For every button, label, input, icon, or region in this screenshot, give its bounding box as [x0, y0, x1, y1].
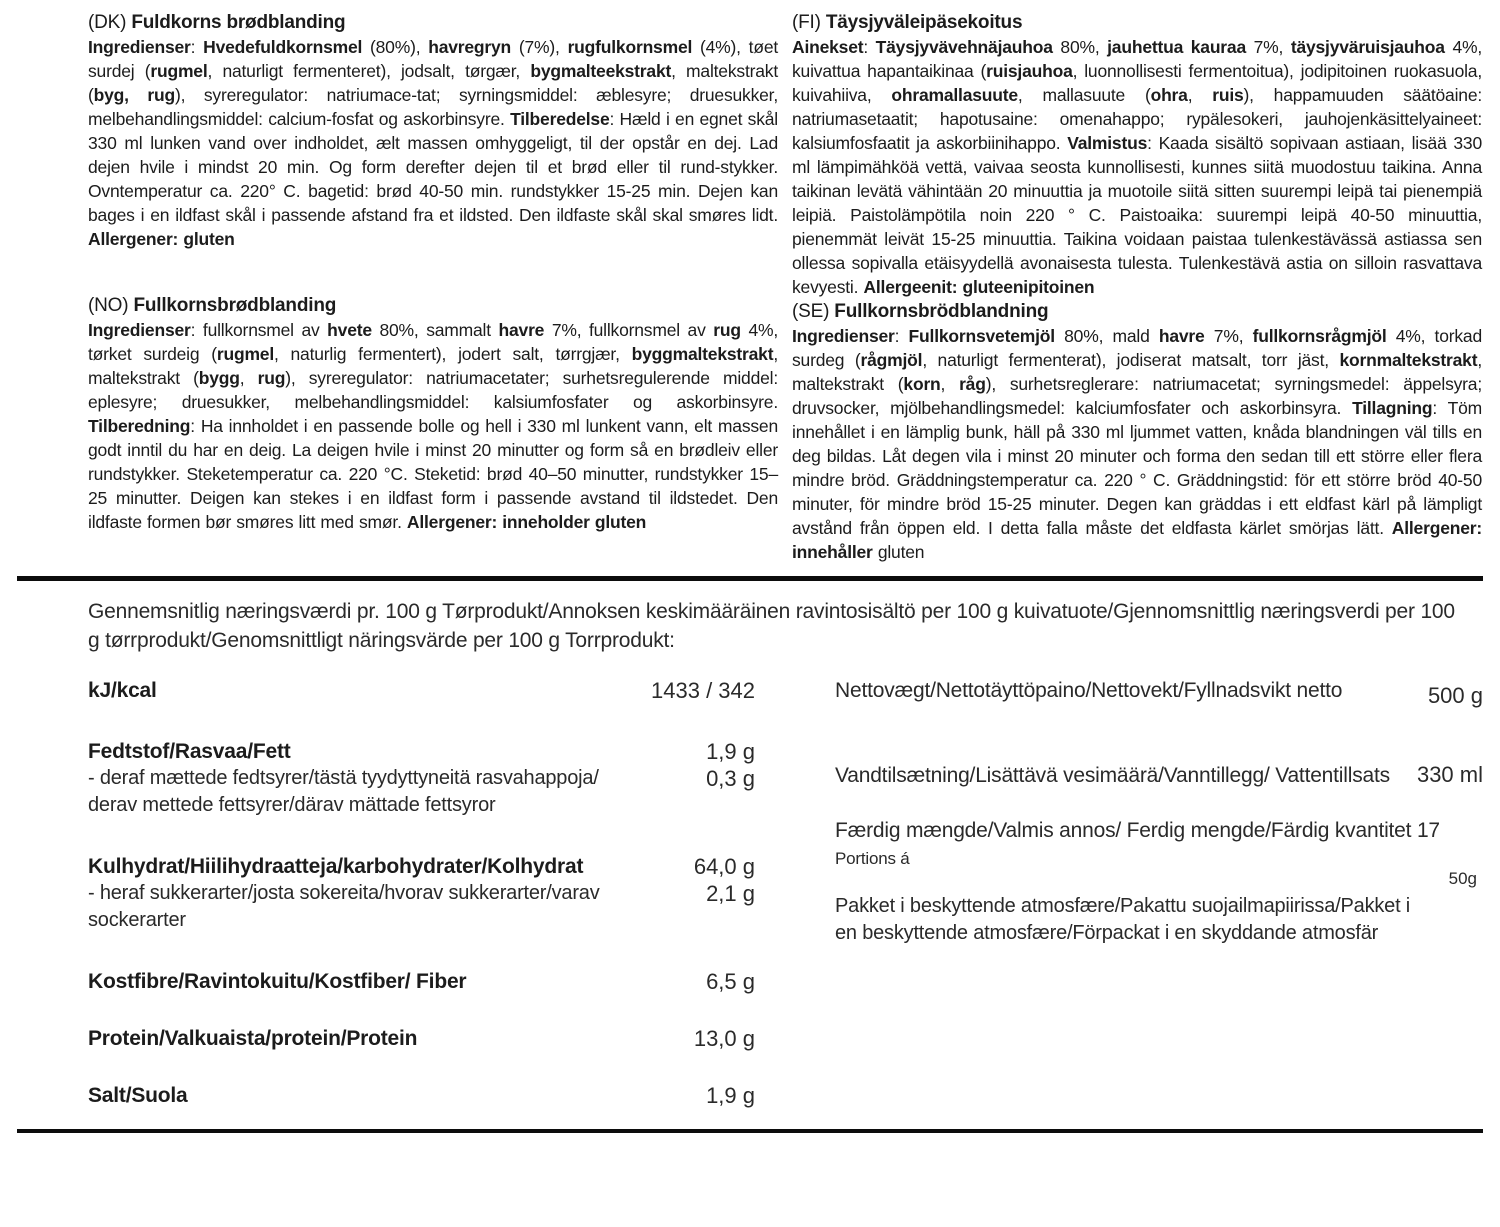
section-dk-body: Ingredienser: Hvedefuldkornsmel (80%), havregryn (7%), rugfulkornsmel (4%), tøet surdej (rugmel, naturligt fermenteret), jodsalt, tørgær, bygmalteekstrakt, maltekstrakt (byg, rug), syreregulator: natriumace-tat; syrningsmiddel: æblesyre; druesukker, melbehandlingsmiddel: calcium-fosfat og askorbinsyre. Tilberedelse: Hæld i en egnet skål 330 ml lunken vand over indholdet, ælt massen omhyggeligt, til der opstår en dej. Lad dejen hvile i mindst 20 min. Og form derefter dejen til et brød eller til rund-stykker. Ovntemperatur ca. 220° C. bagetid: brød 40-50 min. rundstykker 15-25 min. Dejen kan bages i en ildfast skål i passende afstand fra et ildsted. Den ildfaste skål skal smøres lidt. Allergener: gluten: [88, 37, 779, 249]
quantity-per-portion: 50g: [1448, 869, 1477, 888]
nutrition-table: [88, 677, 755, 1109]
table-row: [88, 677, 755, 704]
water-row: [835, 762, 1483, 789]
pack-info: [835, 677, 1483, 1109]
product-name-se: Fullkornsbrödblandning: [834, 301, 1049, 322]
quantity-count: 17: [1416, 819, 1440, 842]
nutrient-label: Salt/Suola: [88, 1084, 188, 1107]
water-value: 330 ml: [1416, 762, 1483, 787]
net-weight-value: 500 g: [1427, 683, 1483, 708]
section-se-body: Ingredienser: Fullkornsvetemjöl 80%, mald havre 7%, fullkornsrågmjöl 4%, torkad surdeg (rågmjöl, naturligt fermenterat), jodiserat matsalt, torr jäst, kornmaltekstrakt, maltekstrakt (korn, råg), surhetsreglerare: natriumacetat; syrningsmedel: äppelsyra; druvsocker, mjölbehandlingsmedel: kalciumfosfater och askorbinsyra. Tillagning: Töm innehållet i en lämplig bunk, häll på 330 ml ljummet vatten, knåda blandningen väl tills en deg bildas. Låt degen vila i minst 20 minuter och forma den sedan till ett större eller flera mindre bröd. Gräddningstemperatur ca. 220 ° C. Gräddningstid: för ett större bröd 40-50 minuter, för mindre bröd 15-25 minuter. Degen kan gräddas i ett eldfast kärl på lämpligt avstånd från öppen eld. I detta falla måste det eldfasta kärlet smörjas lätt. Allergener: innehåller gluten: [792, 326, 1483, 562]
lang-code-se: (SE): [792, 301, 830, 322]
divider-top: [17, 576, 1483, 581]
nutrient-value: 1,9 g: [706, 1083, 755, 1108]
lang-code-no: (NO): [88, 295, 129, 316]
section-se-title: [792, 299, 1482, 324]
nutrient-value: 2,1 g: [706, 881, 755, 906]
nutrition-area: [0, 677, 1500, 1109]
quantity-line: [835, 817, 1483, 872]
nutrient-label: kJ/kcal: [88, 679, 157, 702]
lang-code-dk: (DK): [88, 12, 127, 33]
section-dk-title: [88, 10, 778, 35]
section-fi-body: Ainekset: Täysjyvävehnäjauhoa 80%, jauhettua kauraa 7%, täysjyväruisjauhoa 4%, kuivattua hapantaikinaa (ruisjauhoa, luonnollisesti fermentoitua), jodipitoinen ruokasuola, kuivahiiva, ohramallasuute, mallasuute (ohra, ruis), happamuuden säätöaine: natriumasetaatit; hapotusaine: omenahappo; rypälesokeri, jauhojenkäsittelyaineet: kalsiumfosfaatit ja askorbiinihappo. Valmistus: Kaada sisältö sopivaan astiaan, lisää 330 ml lämpimähköä vettä, vaivaa seosta kunnollisesti, kunnes siitä muodostuu taikina. Anna taikinan levätä vähintään 20 minuuttia ja muotoile siitä sitten suurempi leipä tai pienempiä leipiä. Paistolämpötila noin 220 ° C. Paistoaika: suurempi leipä 40-50 minuuttia, pienemmät leivät 15-25 minuuttia. Taikina voidaan paistaa tulenkestävässä astiassa sen ollessa sopivalla etäisyydellä avonaisesta tulesta. Tulenkestävä astia on silloin rasvattava kevyesti. Allergeenit: gluteenipitoinen: [792, 37, 1483, 297]
quantity-unit: Portions á: [835, 849, 910, 868]
section-no: [88, 293, 778, 534]
nutrient-value: 1,9 g: [706, 739, 755, 764]
section-fi: [792, 10, 1482, 299]
nutrient-value: 0,3 g: [706, 766, 755, 791]
section-se: [792, 299, 1482, 564]
table-row: [88, 738, 755, 765]
nutrient-label: Fedtstof/Rasvaa/Fett: [88, 740, 291, 763]
nutrient-label: Protein/Valkuaista/protein/Protein: [88, 1027, 418, 1050]
section-fi-title: [792, 10, 1482, 35]
table-row: [88, 880, 755, 934]
lang-code-fi: (FI): [792, 12, 821, 33]
net-weight-row: [835, 677, 1483, 714]
section-no-title: [88, 293, 778, 318]
nutrient-label: Kulhydrat/Hiilihydraatteja/karbohydrater/Kolhydrat: [88, 855, 584, 878]
table-row: [88, 765, 755, 819]
section-no-body: Ingredienser: fullkornsmel av hvete 80%, sammalt havre 7%, fullkornsmel av rug 4%, tørket surdeig (rugmel, naturlig fermentert), jodert salt, tørrgjær, byggmaltekstrakt, maltekstrakt (bygg, rug), syreregulator: natriumacetater; surhetsregulerende middel: eplesyre; druesukker, melbehandlingsmiddel: kalsiumfosfater og askorbinsyre. Tilberedning: Ha innholdet i en passende bolle og hell i 330 ml lunkent vann, elt massen godt inntil du har en deig. La deigen hvile i minst 20 minutter og form så en brødleiv eller rundstykker. Steketemperatur ca. 220 °C. Steketid: brød 40–50 minutter, rundstykker 15–25 minutter. Deigen kan stekes i en ildfast form i passende avstand til ildstedet. Den ildfaste formen bør smøres litt med smør. Allergener: inneholder gluten: [88, 320, 779, 532]
nutrient-value: 6,5 g: [706, 969, 755, 994]
quantity-label: Færdig mængde/Valmis annos/ Ferdig mengde/Färdig kvantitet: [835, 819, 1412, 842]
product-name-fi: Täysjyväleipäsekoitus: [825, 12, 1023, 33]
divider-bottom: [17, 1129, 1483, 1133]
table-row: [88, 853, 755, 880]
product-name-no: Fullkornsbrødblanding: [133, 295, 337, 316]
nutrient-value: 1433 / 342: [651, 678, 755, 703]
water-label: Vandtilsætning/Lisättävä vesimäärä/Vanntillegg/ Vattentillsats: [835, 764, 1390, 787]
table-row: [88, 968, 755, 995]
nutrient-sublabel: - deraf mættede fedtsyrer/tästä tyydyttyneitä rasvahappoja/ derav mettede fettsyrer/därav mättade fettsyror: [88, 767, 599, 816]
ingredients-area: [0, 0, 1500, 564]
section-dk: [88, 10, 778, 251]
net-weight-label: Nettovægt/Nettotäyttöpaino/Nettovekt/Fyllnadsvikt netto: [835, 679, 1343, 702]
ingredients-column-left: [88, 10, 778, 564]
ingredients-column-right: [792, 10, 1482, 564]
table-row: [88, 1082, 755, 1109]
nutrition-header: Gennemsnitlig næringsværdi pr. 100 g Tørprodukt/Annoksen keskimääräinen ravintosisältö per 100 g kuivatuote/Gjennomsnittlig næringsverdi per 100 g tørrprodukt/Genomsnittligt näringsvärde per 100 g Torrprodukt:: [88, 600, 1455, 652]
nutrient-label: Kostfibre/Ravintokuitu/Kostfiber/ Fiber: [88, 970, 467, 993]
table-row: [88, 1025, 755, 1052]
packaging-note: Pakket i beskyttende atmosfære/Pakattu suojailmapiirissa/Pakket i en beskyttende atmosfære/Förpackat i en skyddande atmosfär: [835, 895, 1411, 944]
nutrient-sublabel: - heraf sukkerarter/josta sokereita/hvorav sukkerarter/varav sockerarter: [88, 882, 600, 931]
nutrient-value: 13,0 g: [693, 1026, 755, 1051]
quantity-row: [835, 817, 1483, 889]
product-name-dk: Fuldkorns brødblanding: [131, 12, 346, 33]
nutrient-value: 64,0 g: [693, 854, 755, 879]
